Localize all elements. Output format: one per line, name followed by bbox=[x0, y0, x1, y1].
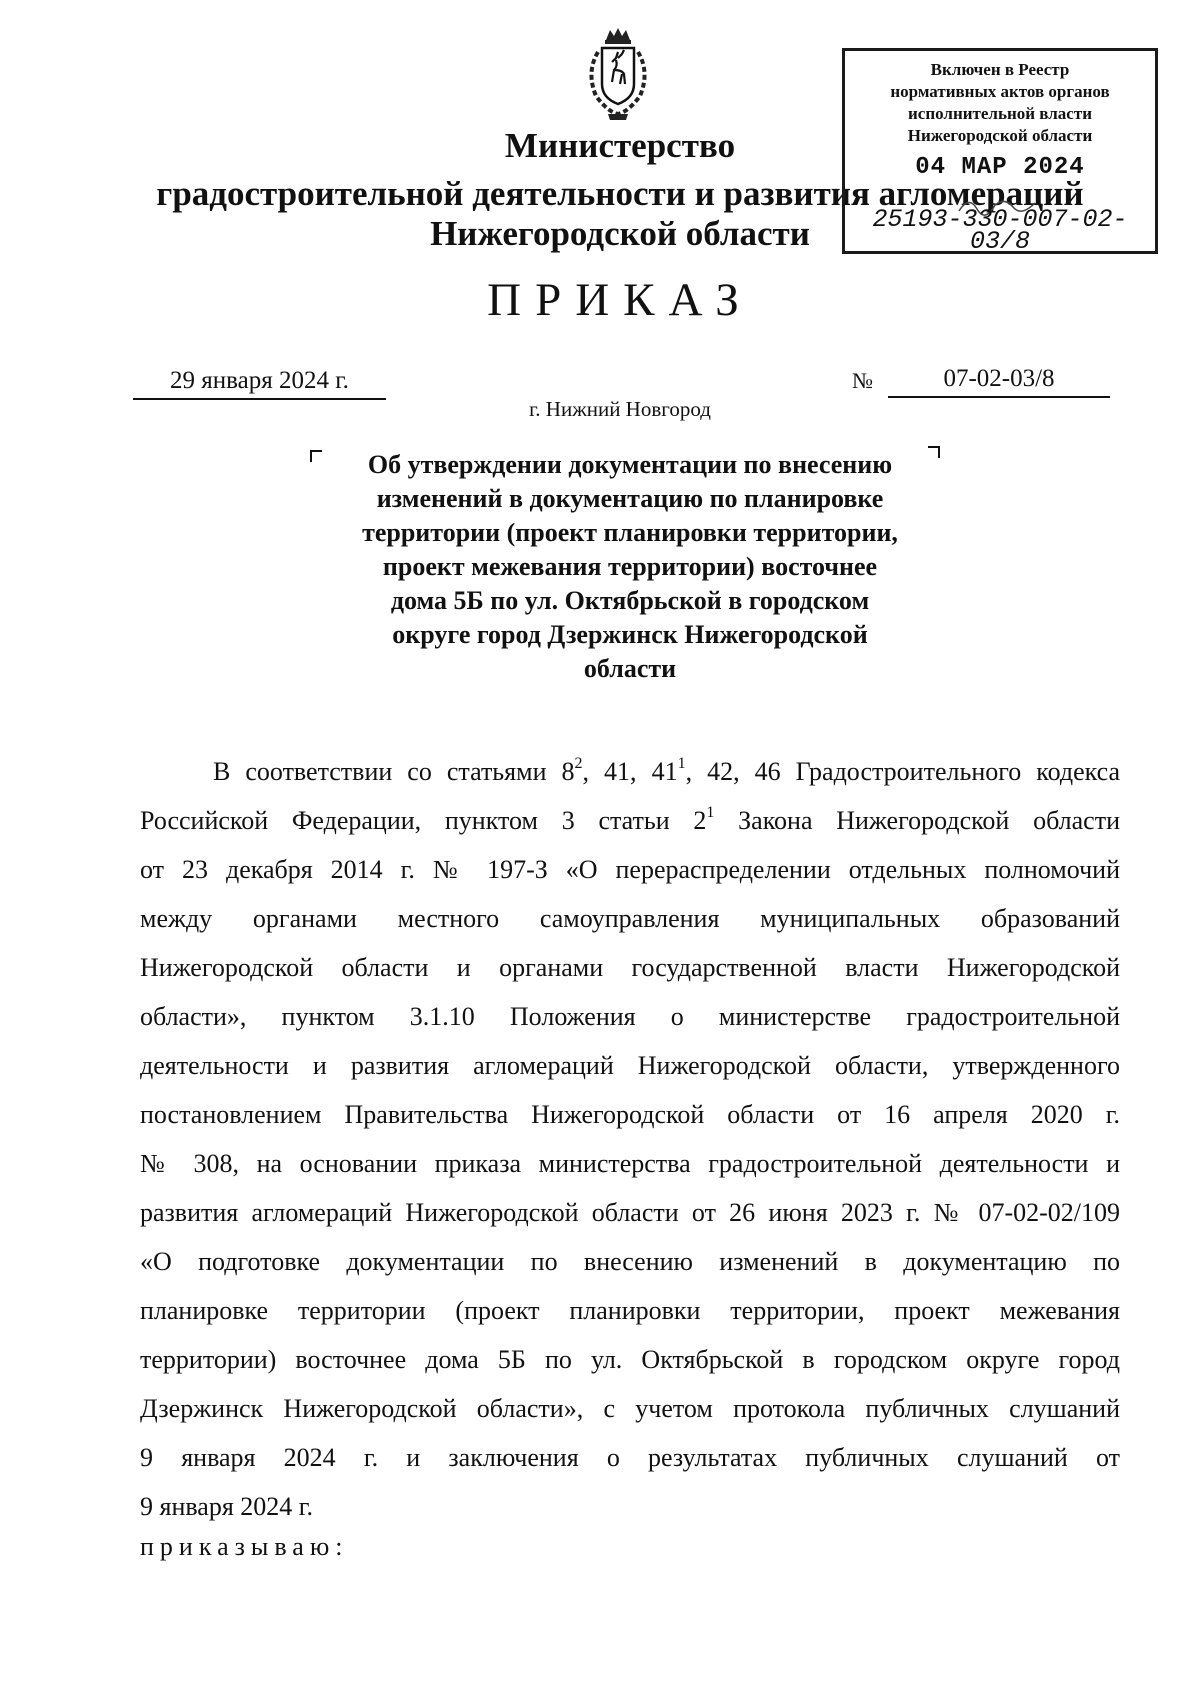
subject-line: изменений в документацию по планировке bbox=[376, 484, 884, 513]
subject-line: дома 5Б по ул. Октябрьской в городском bbox=[390, 586, 870, 615]
coat-of-arms-emblem bbox=[578, 26, 658, 122]
subject-corner-left bbox=[310, 450, 322, 462]
subject-line: проект межевания территории) восточнее bbox=[382, 552, 878, 581]
ministry-title-line-1: Министерство bbox=[504, 126, 736, 165]
ministry-title-line-3: Нижегородской области bbox=[430, 214, 810, 253]
body-line-3: от 23 декабря 2014 г. № 197-З «О перераспределении отдельных полномочий bbox=[140, 855, 1120, 884]
stamp-registration-number: 25193-330-007-02-03/8 bbox=[872, 205, 1128, 256]
body-line-1: В соответствии со статьями $8^2$, 41, $41^1$, 42, 46 Градостроительного кодекса bbox=[213, 755, 1120, 786]
body-line-9: № 308, на основании приказа министерства градостроительной деятельности и bbox=[140, 1149, 1120, 1178]
document-number: 07-02-03/8 bbox=[888, 362, 1110, 398]
body-line-4: между органами местного самоуправления муниципальных образований bbox=[140, 904, 1120, 933]
body-line-15: 9 января 2024 г. и заключения о результатах публичных слушаний от bbox=[140, 1443, 1120, 1472]
document-date: 29 января 2024 г. bbox=[133, 364, 386, 400]
stamp-line-3: исполнительной власти bbox=[908, 104, 1092, 123]
body-line-10: развития агломераций Нижегородской области от 26 июня 2023 г. № 07-02-02/109 bbox=[140, 1198, 1120, 1227]
document-subject bbox=[330, 448, 930, 686]
body-line-14: Дзержинск Нижегородской области», с учетом протокола публичных слушаний bbox=[140, 1394, 1120, 1423]
stamp-line-4: Нижегородской области bbox=[907, 126, 1093, 145]
body-paragraph bbox=[140, 747, 1120, 1531]
subject-line: территории (проект планировки территории, bbox=[362, 518, 898, 547]
stamp-line-2: нормативных актов органов bbox=[890, 82, 1110, 101]
body-line-11: «О подготовке документации по внесению изменений в документацию по bbox=[140, 1247, 1120, 1276]
document-type-heading: ПРИКАЗ bbox=[487, 274, 753, 326]
subject-line: Об утверждении документации по внесению bbox=[367, 450, 893, 479]
registry-stamp bbox=[842, 48, 1158, 254]
subject-line: области bbox=[583, 654, 677, 683]
document-city: г. Нижний Новгород bbox=[529, 397, 711, 421]
body-line-16: 9 января 2024 г. bbox=[140, 1492, 314, 1521]
stamp-line-1: Включен в Реестр bbox=[930, 60, 1070, 79]
stamp-date: 04 МАР 2024 bbox=[915, 154, 1085, 181]
document-number-label: № bbox=[852, 368, 873, 393]
body-line-8: постановлением Правительства Нижегородской области от 16 апреля 2020 г. bbox=[140, 1100, 1120, 1129]
body-line-5: Нижегородской области и органами государственной власти Нижегородской bbox=[140, 953, 1120, 982]
body-line-12: планировке территории (проект планировки территории, проект межевания bbox=[140, 1296, 1120, 1325]
body-line-7: деятельности и развития агломераций Нижегородской области, утвержденного bbox=[140, 1051, 1120, 1080]
order-word: приказываю: bbox=[140, 1532, 349, 1561]
body-line-2: Российской Федерации, пунктом 3 статьи $2^1$ Закона Нижегородской области bbox=[140, 804, 1120, 835]
body-line-13: территории) восточнее дома 5Б по ул. Октябрьской в городском округе город bbox=[140, 1345, 1120, 1374]
subject-line: округе город Дзержинск Нижегородской bbox=[392, 620, 868, 649]
body-line-6: области», пунктом 3.1.10 Положения о министерстве градостроительной bbox=[140, 1002, 1120, 1031]
ministry-title-line-2: градостроительной деятельности и развития агломераций bbox=[156, 174, 1084, 213]
